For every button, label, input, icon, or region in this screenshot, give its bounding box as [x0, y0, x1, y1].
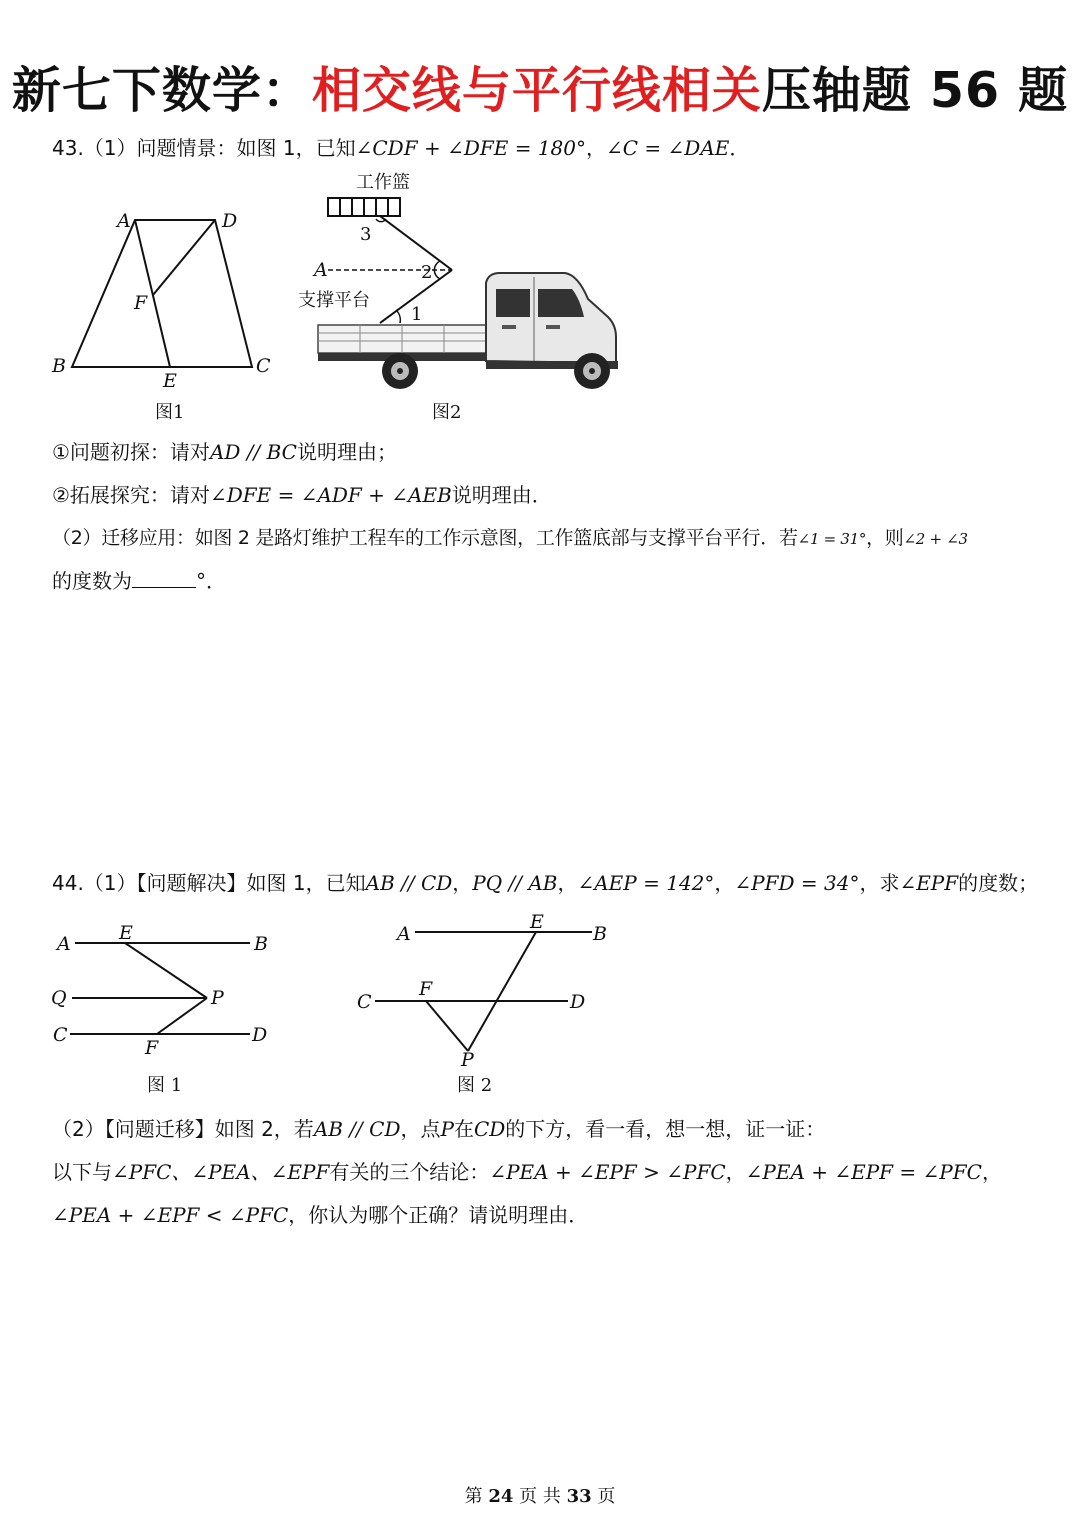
- q43-q2-mid: ，则: [866, 527, 904, 549]
- q44-fig1-label-e: E: [119, 922, 133, 944]
- footer-pre: 第: [464, 1486, 483, 1507]
- q43-fig1-label-d: D: [222, 210, 238, 232]
- q44-stem-text: 44.（1）【问题解决】如图 1，已知: [52, 871, 366, 895]
- q43-fig1-caption: 图1: [155, 402, 185, 423]
- q44-fig1-label-b: B: [254, 933, 268, 955]
- q44-figure-1: [45, 915, 285, 1100]
- page-footer: [0, 1482, 1080, 1508]
- q44-fig2-label-b: B: [593, 923, 607, 945]
- q44-q2-line3: [52, 1202, 588, 1228]
- q44-stem-sep2: ，: [557, 871, 578, 895]
- q43-stem-text: 43.（1）问题情景：如图 1，已知: [52, 136, 356, 160]
- q43-part1-text: ①问题初探：请对: [52, 440, 210, 464]
- q44-fig1-label-a: A: [57, 933, 71, 955]
- q44-line2-math2: ∠PEA + ∠EPF > ∠PFC: [489, 1160, 726, 1184]
- title-prefix: 新七下数学：: [11, 62, 312, 119]
- q44-fig1-label-d: D: [252, 1024, 268, 1046]
- q43-figure-1: [40, 200, 290, 430]
- q44-fig2-label-d: D: [570, 991, 586, 1013]
- q44-fig2-segment-fp: [426, 1001, 468, 1051]
- q43-fig1-label-a: A: [117, 210, 131, 232]
- q44-fig1-label-c: C: [53, 1024, 68, 1046]
- q43-q2-line1: [52, 525, 968, 552]
- q43-q2-line2-end: °．: [196, 569, 226, 593]
- q43-stem-sep: ，: [586, 136, 606, 160]
- q44-line2-math3: ∠PEA + ∠EPF = ∠PFC: [745, 1160, 982, 1184]
- q43-stem-math1: ∠CDF + ∠DFE = 180°: [355, 136, 586, 160]
- q44-q2-end: 的下方，看一看，想一想，证一证：: [505, 1117, 826, 1141]
- q44-line3-end: ，你认为哪个正确？请说明理由．: [288, 1203, 589, 1227]
- q44-q2-mid2: 在: [453, 1117, 474, 1141]
- q44-stem-math3: ∠AEP = 142°: [577, 871, 715, 895]
- q43-q2-line2: [52, 568, 226, 594]
- q44-q2-line2: [52, 1159, 1002, 1185]
- q43-fig2-platform-label: 支撑平台: [298, 290, 370, 311]
- title-suffix: 压轴题 56 题: [761, 62, 1069, 119]
- q44-q2-math3: CD: [473, 1117, 506, 1141]
- q43-fig2-angle3: 3: [360, 224, 372, 245]
- q43-part1-math: AD // BC: [209, 440, 297, 464]
- q43-fig2-basket-label: 工作篮: [356, 172, 410, 193]
- q44-fig2-segment-ep: [468, 932, 536, 1051]
- q44-stem-sep1: ，: [452, 871, 473, 895]
- q44-line3-math: ∠PEA + ∠EPF < ∠PFC: [52, 1203, 289, 1227]
- q44-q2-text: （2）【问题迁移】如图 2，若: [52, 1117, 314, 1141]
- title-highlight: 相交线与平行线相关: [311, 62, 762, 119]
- footer-mid: 页 共: [519, 1486, 561, 1507]
- q44-stem-math1: AB // CD: [365, 871, 453, 895]
- q43-stem: [52, 135, 749, 161]
- q43-stem-math2: ∠C = ∠DAE: [606, 136, 730, 160]
- q44-line2-end: ，: [981, 1160, 1002, 1184]
- q44-line2-mid: 有关的三个结论：: [329, 1160, 490, 1184]
- q43-fig1-label-c: C: [256, 355, 271, 377]
- q43-answer-blank: [132, 569, 196, 588]
- q44-line2-math1: ∠PFC、∠PEA、∠EPF: [112, 1160, 330, 1184]
- q44-q2-math1: AB // CD: [313, 1117, 401, 1141]
- q43-q2-math1: ∠1 = 31°: [797, 530, 867, 548]
- q44-fig1-label-p: P: [211, 987, 224, 1009]
- q43-fig1-label-f: F: [134, 292, 148, 314]
- q44-fig1-label-q: Q: [51, 987, 67, 1009]
- q43-fig1-label-b: B: [52, 355, 66, 377]
- q43-stem-end: ．: [729, 136, 750, 160]
- q43-q2-math2: ∠2 + ∠3: [903, 530, 968, 548]
- q44-stem-mid: ，求: [859, 871, 900, 895]
- q43-part1: [52, 439, 397, 465]
- q44-figure-2: [350, 905, 630, 1100]
- q43-q2-line2-start: 的度数为: [52, 569, 132, 593]
- q44-fig2-caption: 图 2: [457, 1075, 493, 1096]
- q44-stem-end: 的度数；: [958, 871, 1039, 895]
- q44-fig1-label-f: F: [145, 1037, 159, 1059]
- q44-q2-line1: [52, 1116, 825, 1142]
- footer-total-pages: 33: [566, 1486, 592, 1507]
- q43-fig2-caption: 图2: [432, 402, 462, 423]
- q44-stem-math5: ∠EPF: [899, 871, 959, 895]
- q43-q2-text: （2）迁移应用：如图 2 是路灯维护工程车的工作示意图，工作篮底部与支撑平台平行．若: [52, 527, 798, 549]
- q44-fig1-caption: 图 1: [147, 1075, 183, 1096]
- q43-fig2-point-a: A: [314, 259, 328, 281]
- q44-fig1-segment-ep: [125, 943, 207, 998]
- q43-part2: [52, 482, 552, 508]
- q43-fig2-angle2: 2: [421, 262, 433, 283]
- q44-fig2-label-e: E: [530, 911, 544, 933]
- page-title: [0, 52, 1080, 122]
- q44-fig2-label-p: P: [461, 1049, 474, 1071]
- q43-part2-math: ∠DFE = ∠ADF + ∠AEB: [209, 483, 452, 507]
- footer-post: 页: [597, 1486, 616, 1507]
- q44-stem-sep3: ，: [714, 871, 735, 895]
- q43-fig2-basket: [328, 198, 400, 216]
- q44-stem: [52, 870, 1038, 896]
- q43-part2-text: ②拓展探究：请对: [52, 483, 210, 507]
- q44-line2-text: 以下与: [52, 1160, 112, 1184]
- q44-fig2-label-f: F: [419, 978, 433, 1000]
- q43-fig1-trapezoid: [72, 220, 252, 367]
- q44-fig1-segment-pf: [157, 998, 207, 1034]
- q43-fig1-label-e: E: [163, 370, 177, 392]
- q43-part1-end: 说明理由；: [296, 440, 397, 464]
- q44-stem-math4: ∠PFD = 34°: [734, 871, 860, 895]
- q43-figure-2: [290, 165, 630, 430]
- q44-q2-math2: P: [440, 1117, 454, 1141]
- q44-stem-math2: PQ // AB: [472, 871, 558, 895]
- footer-page-number: 24: [488, 1486, 514, 1507]
- q44-fig2-label-a: A: [397, 923, 411, 945]
- q44-q2-mid1: ，点: [400, 1117, 441, 1141]
- q43-part2-end: 说明理由．: [451, 483, 552, 507]
- q43-fig2-angle1: 1: [411, 304, 423, 325]
- q43-fig2-arm-upper: [380, 216, 452, 270]
- q44-line2-sep: ，: [725, 1160, 746, 1184]
- q44-fig2-label-c: C: [357, 991, 372, 1013]
- q43-fig1-segment-df: [153, 220, 215, 295]
